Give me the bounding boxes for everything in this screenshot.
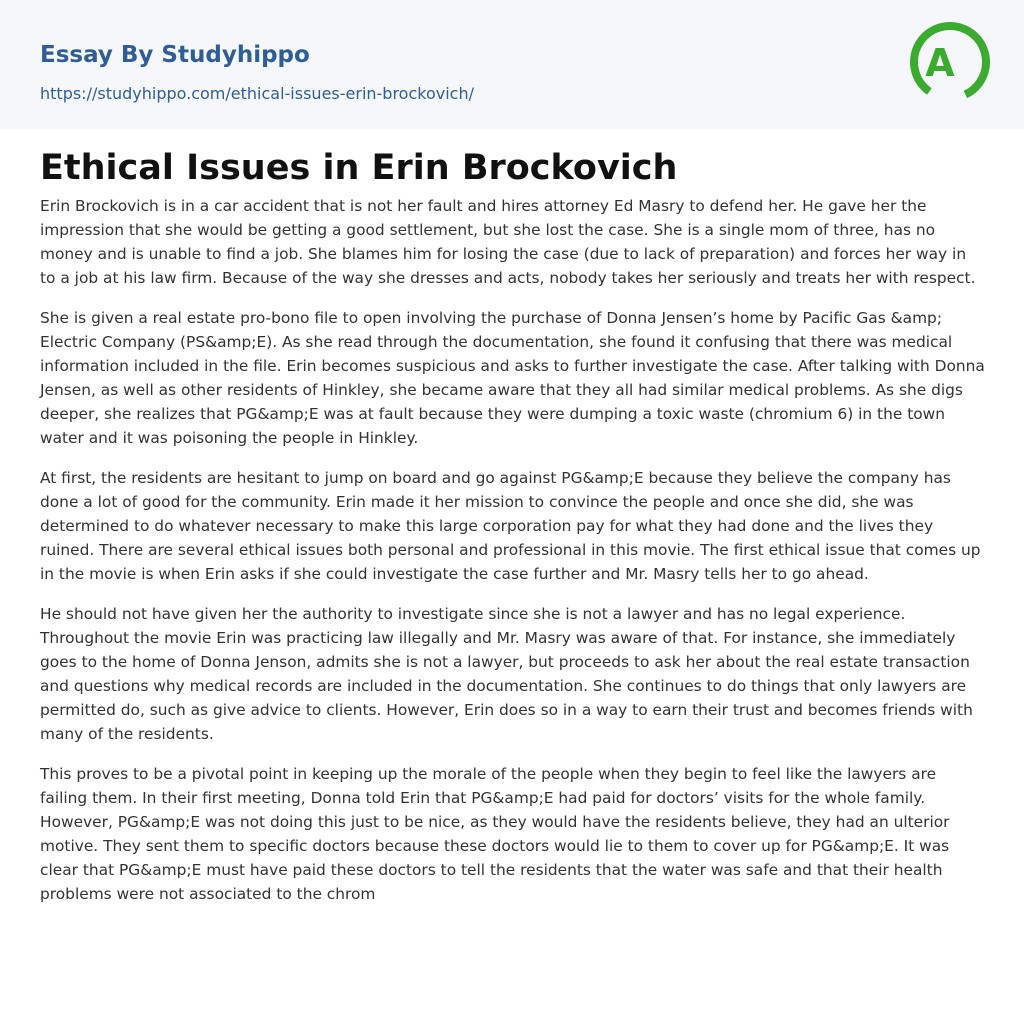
essay-paragraph: She is given a real estate pro-bono file to open involving the purchase of Donna Jensen’s home by Pacific Gas &amp; Electric Company (PS&amp;E). As she read through the documentation, she found it confusing that there was medical information included in the file. Erin becomes suspicious and asks to further investigate the case. After talking with Donna Jensen, as well as other residents of Hinkley, she became aware that they all had similar medical problems. As she digs deeper, she realizes that PG&amp;E was at fault because they were dumping a toxic waste (chromium 6) in the town water and it was poisoning the people in Hinkley. xyxy=(40,309,985,447)
essay-body xyxy=(40,194,986,922)
essay-paragraph: Erin Brockovich is in a car accident that is not her fault and hires attorney Ed Masry to defend her. He gave her the impression that she would be getting a good settlement, but she lost the case. She is a single mom of three, has no money and is unable to find a job. She blames him for losing the case (due to lack of preparation) and forces her way in to a job at his law firm. Because of the way she dresses and acts, nobody takes her seriously and treats her with respect. xyxy=(40,197,976,287)
essay-paragraph: At first, the residents are hesitant to jump on board and go against PG&amp;E because they believe the company has done a lot of good for the community. Erin made it her mission to convince the people and once she did, she was determined to do whatever necessary to make this large corporation pay for what they had done and the lives they ruined. There are several ethical issues both personal and professional in this movie. The first ethical issue that comes up in the movie is when Erin asks if she could investigate the case further and Mr. Masry tells her to go ahead. xyxy=(40,469,981,583)
essay-paragraph: This proves to be a pivotal point in keeping up the morale of the people when they begin to feel like the lawyers are failing them. In their first meeting, Donna told Erin that PG&amp;E had paid for doctors’ visits for the whole family. However, PG&amp;E was not doing this just to be nice, as they would have the residents believe, they had an ulterior motive. They sent them to specific doctors because these doctors would lie to them to cover up for PG&amp;E. It was clear that PG&amp;E must have paid these doctors to tell the residents that the water was safe and that their health problems were not associated to the chrom xyxy=(40,765,950,903)
essay-url-link[interactable]: https://studyhippo.com/ethical-issues-erin-brockovich/ xyxy=(40,84,474,103)
site-brand[interactable]: Essay By Studyhippo xyxy=(40,42,310,68)
studyhippo-logo-icon[interactable] xyxy=(906,18,990,106)
page-title: Ethical Issues in Erin Brockovich xyxy=(40,148,678,188)
site-header xyxy=(0,0,1024,129)
logo-letter: A xyxy=(925,41,955,85)
essay-paragraph: He should not have given her the authority to investigate since she is not a lawyer and has no legal experience. Throughout the movie Erin was practicing law illegally and Mr. Masry was aware of that. For instance, she immediately goes to the home of Donna Jenson, admits she is not a lawyer, but proceeds to ask her about the real estate transaction and questions why medical records are included in the documentation. She continues to do things that only lawyers are permitted do, such as give advice to clients. However, Erin does so in a way to earn their trust and becomes friends with many of the residents. xyxy=(40,605,973,743)
